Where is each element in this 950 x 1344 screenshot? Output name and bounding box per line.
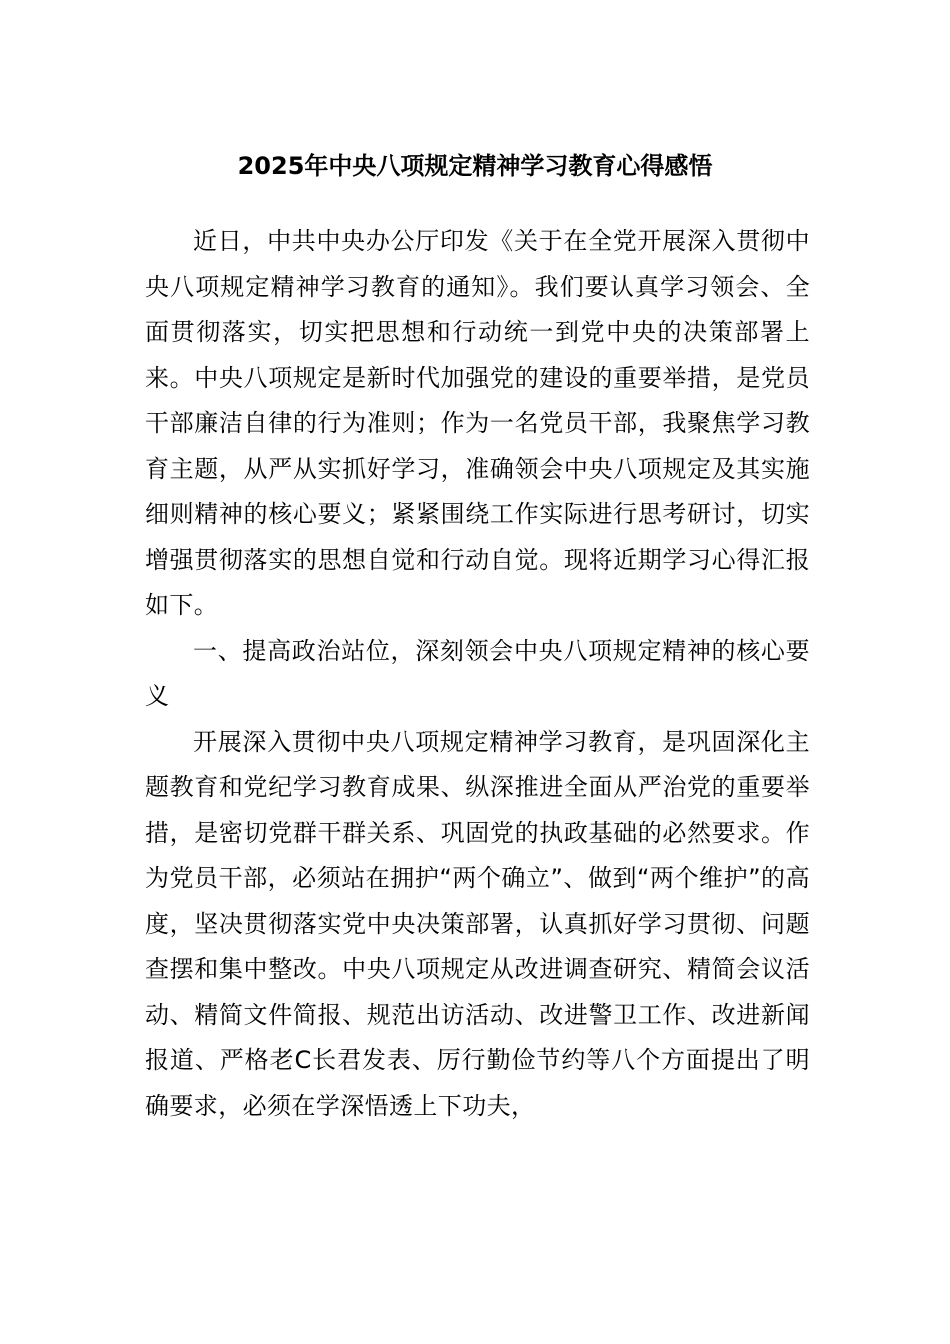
section-heading-1: 一、提高政治站位，深刻领会中央八项规定精神的核心要义 — [145, 636, 810, 710]
paragraph-section-1: 开展深入贯彻中央八项规定精神学习教育，是巩固深化主题教育和党纪学习教育成果、纵深推进全面从严治党的重要举措，是密切党群干群关系、巩固党的执政基础的必然要求。作为党员干部，必须站在拥护“两个确立”、做到“两个维护”的高度，坚决贯彻落实党中央决策部署，认真抓好学习贯彻、问题查摆和集中整改。中央八项规定从改进调查研究、精简会议活动、精简文件简报、规范出访活动、改进警卫工作、改进新闻报道、严格老C长君发表、厉行勤俭节约等八个方面提出了明确要求，必须在学深悟透上下功夫， — [145, 727, 810, 1120]
document-body — [145, 219, 810, 1129]
document-title: 2025年中央八项规定精神学习教育心得感悟 — [237, 152, 713, 180]
paragraph-intro: 近日，中共中央办公厅印发《关于在全党开展深入贯彻中央八项规定精神学习教育的通知》。我们要认真学习领会、全面贯彻落实，切实把思想和行动统一到党中央的决策部署上来。中央八项规定是新时代加强党的建设的重要举措，是党员干部廉洁自律的行为准则；作为一名党员干部，我聚焦学习教育主题，从严从实抓好学习，准确领会中央八项规定及其实施细则精神的核心要义；紧紧围绕工作实际进行思考研讨，切实增强贯彻落实的思想自觉和行动自觉。现将近期学习心得汇报如下。 — [145, 227, 810, 619]
